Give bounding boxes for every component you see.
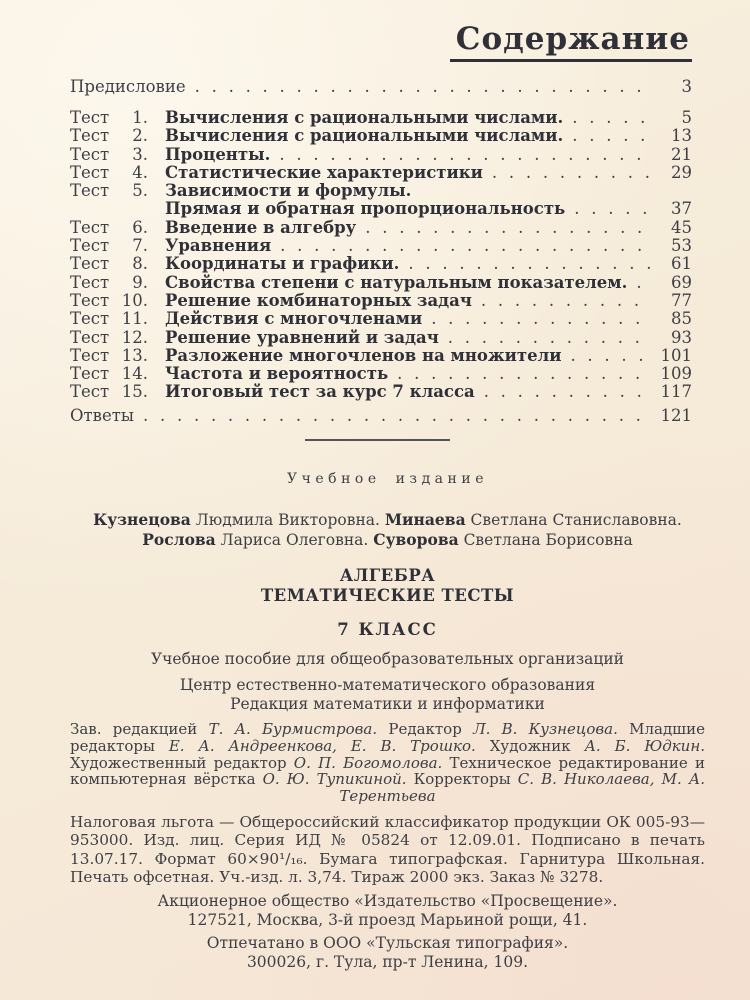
role-text: Корректоры (406, 770, 518, 789)
toc-entry-title: Прямая и обратная пропорциональность (165, 199, 566, 219)
toc-page-number: 85 (671, 309, 692, 329)
toc-row (70, 274, 692, 292)
dot-leader (563, 109, 652, 127)
dot-leader (134, 407, 652, 425)
section-divider (305, 439, 450, 441)
toc-test-number: 15. (121, 382, 148, 402)
toc-row (70, 329, 692, 347)
toc-test-word: Тест (70, 382, 110, 402)
toc-test-word: Тест (70, 107, 110, 127)
series-title: АЛГЕБРА (339, 565, 436, 585)
toc-row (70, 347, 692, 365)
toc-page-number: 93 (671, 327, 692, 347)
role-text: Лариса Олеговна. (215, 531, 374, 550)
toc-entry-title: Итоговый тест за курс 7 класса (165, 382, 475, 402)
dot-leader (439, 329, 652, 347)
dot-leader (186, 78, 652, 96)
dot-leader (388, 365, 652, 383)
toc-entry-title: Решение комбинаторных задач (165, 290, 472, 310)
toc-entry-title: Действия с многочленами (165, 309, 423, 329)
role-text: Художник (475, 736, 585, 755)
grade-line: 7 КЛАСС (337, 619, 438, 639)
toc-row (70, 237, 692, 255)
toc-test-label (70, 164, 148, 182)
toc-test-number: 8. (132, 254, 148, 274)
toc-test-word: Тест (70, 162, 110, 182)
toc-test-number: 9. (132, 272, 148, 292)
toc-page-number: 61 (671, 254, 692, 274)
toc-test-word: Тест (70, 345, 110, 365)
toc-test-word: Тест (70, 309, 110, 329)
person-name: Т. А. Бурмистрова. (208, 719, 378, 738)
toc-page-number: 121 (660, 405, 692, 425)
person-name: О. Ю. Тупикиной. (262, 770, 407, 789)
toc-row (70, 255, 692, 273)
toc-entry-title: Статистические характеристики (165, 162, 483, 182)
toc-row (70, 146, 692, 164)
toc-page-number: 109 (660, 364, 692, 384)
toc-test-label (70, 347, 148, 365)
toc-page-number: 53 (671, 236, 692, 256)
toc-row (70, 78, 692, 96)
dot-leader (561, 347, 652, 365)
dot-leader (422, 310, 652, 328)
person-name: О. П. Богомолова. (293, 753, 443, 772)
dot-leader (271, 237, 652, 255)
toc-row (70, 383, 692, 401)
authors-line-2 (70, 530, 705, 551)
role-text: Младшие редакторы (70, 719, 705, 755)
toc-row (70, 407, 692, 425)
toc-page-number: 21 (671, 144, 692, 164)
toc-test-label (70, 182, 148, 200)
toc-row-continuation (70, 200, 692, 218)
toc-entry-title: Разложение многочленов на множители (165, 345, 562, 365)
person-name: А. Б. Юдкин. (584, 736, 705, 755)
toc-page-number: 45 (671, 217, 692, 237)
toc-test-word: Тест (70, 126, 110, 146)
toc-test-word: Тест (70, 181, 110, 201)
person-name: Е. А. Андреенкова, Е. В. Трошко. (168, 736, 476, 755)
toc-row (70, 292, 692, 310)
printer-name: Отпечатано в ООО «Тульская типография». (206, 934, 569, 953)
toc-test-number: 13. (121, 345, 148, 365)
toc-test-number: 11. (121, 309, 148, 329)
toc-test-label (70, 219, 148, 237)
toc-page-number: 29 (671, 162, 692, 182)
page-title: Содержание (450, 22, 692, 62)
toc-page-number: 117 (660, 382, 692, 402)
toc-test-word: Тест (70, 217, 110, 237)
dot-leader (356, 219, 652, 237)
toc-page-number: 37 (671, 199, 692, 219)
toc-test-label (70, 255, 148, 273)
toc-entry-title: Решение уравнений и задач (165, 327, 439, 347)
toc-entry-title: Проценты. (165, 144, 271, 164)
toc-row (70, 310, 692, 328)
toc-page-number: 3 (681, 76, 692, 96)
publisher-address: 127521, Москва, 3-й проезд Марьиной рощи, 41. (187, 910, 588, 929)
editorial-line: Редакция математики и информатики (230, 694, 545, 713)
toc-row (70, 127, 692, 145)
toc-test-number: 10. (121, 290, 148, 310)
toc-test-word: Тест (70, 236, 110, 256)
toc-row (70, 219, 692, 237)
toc-page-number: 69 (671, 272, 692, 292)
publisher-name: Акционерное общество «Издательство «Просвещение». (157, 892, 618, 911)
toc-test-word: Тест (70, 272, 110, 292)
toc-page-number: 13 (671, 126, 692, 146)
toc-entry-title: Введение в алгебру (165, 217, 357, 237)
toc-entry-title: Предисловие (70, 76, 186, 96)
toc-test-number: 4. (132, 162, 148, 182)
toc-test-label (70, 310, 148, 328)
dot-leader (627, 274, 652, 292)
person-name: Л. В. Кузнецова. (473, 719, 618, 738)
toc-test-number: 3. (132, 144, 148, 164)
dot-leader (399, 255, 652, 273)
toc-page-number: 5 (681, 107, 692, 127)
role-text: Зав. редакцией (70, 719, 209, 738)
toc-row (70, 365, 692, 383)
person-surname: Суворова (373, 530, 459, 550)
toc-page-number: 101 (660, 345, 692, 365)
colophon (70, 471, 705, 971)
series-subtitle: ТЕМАТИЧЕСКИЕ ТЕСТЫ (260, 585, 515, 605)
role-text: Редактор (377, 719, 474, 738)
toc-page-number: 77 (671, 290, 692, 310)
dot-leader (472, 292, 652, 310)
toc-row (70, 182, 692, 200)
toc-entry-title: Уравнения (165, 236, 272, 256)
role-text: Художественный редактор (70, 753, 294, 772)
title-wrap (70, 22, 692, 62)
toc-test-label (70, 292, 148, 310)
toc-test-number: 5. (132, 181, 148, 201)
toc-test-label (70, 237, 148, 255)
audience-line: Учебное пособие для общеобразовательных организаций (150, 649, 625, 668)
printer-address: 300026, г. Тула, пр-т Ленина, 109. (246, 952, 529, 971)
person-surname: Кузнецова (93, 509, 191, 529)
authors-line-1 (70, 510, 705, 531)
toc-test-label (70, 146, 148, 164)
toc-test-number: 2. (132, 126, 148, 146)
toc-entry-title: Частота и вероятность (165, 364, 389, 384)
toc-test-label (70, 274, 148, 292)
person-surname: Минаева (384, 509, 466, 529)
toc-test-word: Тест (70, 290, 110, 310)
toc-row (70, 109, 692, 127)
person-surname: Рослова (142, 530, 216, 550)
role-text: Техническое редактирование и компьютерная вёрстка (70, 753, 705, 789)
table-of-contents (70, 78, 692, 425)
role-text: Светлана Борисовна (458, 531, 633, 550)
imprint-paragraph: Налоговая льгота — Общероссийский классификатор продукции ОК 005-93—953000. Изд. лиц. Серия ИД № 05824 от 12.09.01. Подписано в печать 13.07.17. Формат 60×90¹/₁₆. Бумага типографская. Гарнитура Школьная. Печать офсетная. Уч.-изд. л. 3,74. Тираж 2000 экз. Заказ № 3278. (70, 812, 705, 886)
toc-test-label (70, 127, 148, 145)
dot-leader (270, 146, 652, 164)
dot-leader (563, 127, 652, 145)
toc-test-word: Тест (70, 364, 110, 384)
toc-row (70, 164, 692, 182)
toc-test-word: Тест (70, 254, 110, 274)
toc-test-label (70, 109, 148, 127)
toc-entry-title: Зависимости и формулы. (165, 181, 412, 201)
toc-entry-title: Вычисления с рациональными числами. (165, 126, 564, 146)
toc-test-number: 6. (132, 217, 148, 237)
toc-entry-title: Ответы (70, 405, 134, 425)
edition-note: Учебное издание (287, 470, 488, 487)
toc-entry-title: Координаты и графики. (165, 254, 400, 274)
toc-entry-title: Свойства степени с натуральным показателем. (165, 272, 628, 292)
toc-test-number: 7. (132, 236, 148, 256)
role-text: Людмила Викторовна. (190, 510, 385, 529)
toc-test-label (70, 329, 148, 347)
center-line: Центр естественно-математического образования (179, 675, 596, 694)
dot-leader (475, 383, 652, 401)
toc-test-label (70, 383, 148, 401)
dot-leader (483, 164, 652, 182)
person-name: С. В. Николаева, М. А. Терентьева (339, 770, 705, 806)
toc-entry-title: Вычисления с рациональными числами. (165, 107, 564, 127)
dot-leader (565, 200, 652, 218)
toc-test-number: 14. (121, 364, 148, 384)
toc-test-word: Тест (70, 327, 110, 347)
toc-test-number: 12. (121, 327, 148, 347)
staff-paragraph (70, 721, 705, 805)
toc-test-number: 1. (132, 107, 148, 127)
toc-test-label (70, 365, 148, 383)
role-text: Светлана Станиславовна. (465, 510, 682, 529)
toc-test-word: Тест (70, 144, 110, 164)
